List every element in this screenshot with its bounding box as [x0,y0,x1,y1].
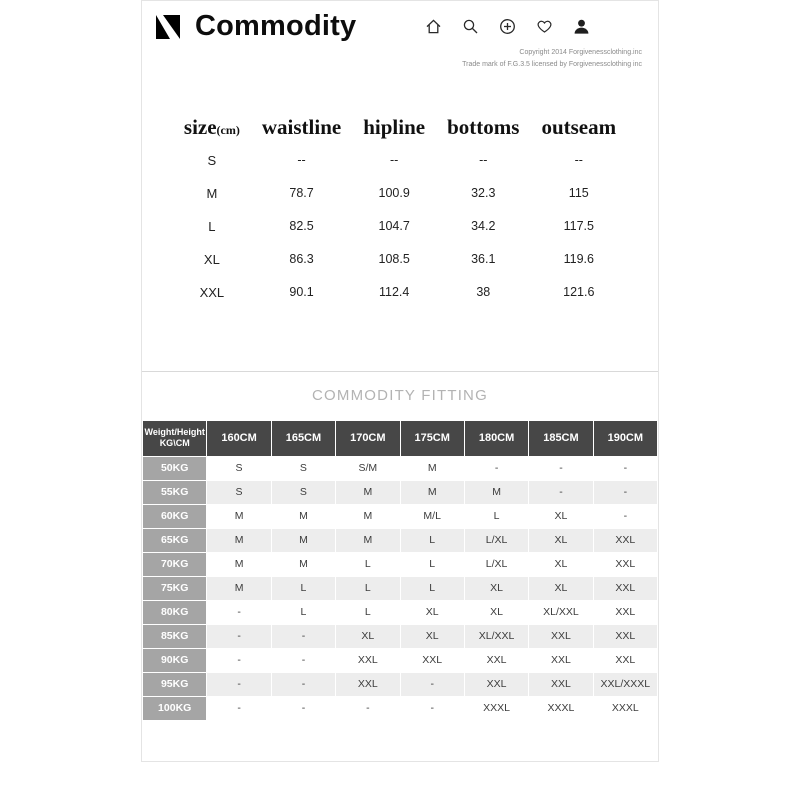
size-row-label: M [206,185,218,201]
size-cell: 104.7 [378,219,410,234]
fitting-cell: - [207,696,271,720]
fitting-cell: - [336,696,400,720]
size-cell: 119.6 [563,252,594,267]
fitting-cell: XXL [593,528,657,552]
fitting-row-label: 75KG [143,576,207,600]
fitting-cell: L/XL [464,528,528,552]
size-row-label: S [207,152,217,168]
fitting-row [143,480,658,504]
fitting-cell: XXL [464,672,528,696]
fitting-cell: S [271,480,335,504]
fitting-cell: - [271,696,335,720]
fitting-head-row [143,420,658,456]
fitting-cell: XXXL [529,696,593,720]
fitting-cell: - [207,648,271,672]
fitting-cell: - [529,456,593,480]
fitting-row [143,552,658,576]
fitting-cell: M [271,552,335,576]
fitting-row [143,696,658,720]
fitting-row-label: 85KG [143,624,207,648]
fitting-row [143,456,658,480]
size-cell: -- [479,153,488,168]
fitting-corner-line2: KG\CM [159,438,190,449]
size-row-label: XXL [199,284,225,300]
fitting-col-header: 165CM [271,420,335,456]
fitting-cell: M [400,456,464,480]
fitting-cell: - [271,624,335,648]
fitting-row [143,648,658,672]
fitting-cell: XL [529,552,593,576]
copyright-line2: Trade mark of F.G.3.5 licensed by Forgivenessclothing inc [462,60,642,68]
fitting-cell: XXL [593,552,657,576]
fitting-cell: M [464,480,528,504]
app-header [142,1,658,43]
fitting-cell: XL [464,576,528,600]
fitting-cell: - [207,672,271,696]
size-table [173,111,627,309]
size-row-label: L [208,218,216,234]
favorite-icon[interactable] [536,18,553,35]
fitting-row-label: 65KG [143,528,207,552]
brand-logo-icon [154,12,188,42]
size-cell: 121.6 [563,285,595,300]
fitting-col-header: 170CM [336,420,400,456]
fitting-cell: XXL [400,648,464,672]
fitting-cell: S [271,456,335,480]
fitting-cell: XXL [593,624,657,648]
fitting-corner-header [143,420,207,456]
fitting-body [143,456,658,720]
fitting-row [143,504,658,528]
fitting-row [143,528,658,552]
fitting-row [143,624,658,648]
fitting-cell: S [207,456,271,480]
fitting-cell: L [400,528,464,552]
fitting-cell: M [336,528,400,552]
copyright-line1: Copyright 2014 Forgivenessclothing.inc [519,49,642,56]
fitting-cell: XL [336,624,400,648]
copyright-block [142,47,658,71]
fitting-cell: - [400,672,464,696]
fitting-cell: L [271,600,335,624]
fitting-row [143,600,658,624]
size-cell: 90.1 [289,285,314,300]
fitting-col-header: 190CM [593,420,657,456]
fitting-cell: XL [400,600,464,624]
fitting-cell: L [400,576,464,600]
size-table-row [173,144,627,177]
fitting-row-label: 80KG [143,600,207,624]
fitting-cell: XXL [529,624,593,648]
size-cell: -- [389,153,399,168]
fitting-title: COMMODITY FITTING [312,386,488,404]
search-icon[interactable] [462,18,479,35]
fitting-cell: XXXL [593,696,657,720]
size-cell: 115 [568,186,589,201]
fitting-cell: L [400,552,464,576]
fitting-cell: L/XL [464,552,528,576]
fitting-cell: M [271,504,335,528]
size-cell: 82.5 [289,219,314,234]
size-table-row [173,210,627,243]
product-size-chart-card [141,0,659,762]
fitting-row-label: 60KG [143,504,207,528]
fitting-cell: M [207,528,271,552]
fitting-cell: XXL [593,600,657,624]
fitting-cell: M [336,504,400,528]
fitting-cell: M [207,576,271,600]
size-cell: 112.4 [378,285,410,300]
brand-title: Commodity [195,10,357,42]
nav-icons [425,18,590,35]
fitting-cell: XXXL [464,696,528,720]
fitting-cell: - [593,480,657,504]
fitting-cell: - [464,456,528,480]
fitting-cell: - [593,504,657,528]
fitting-row-label: 50KG [143,456,207,480]
fitting-cell: XXL [593,648,657,672]
fitting-cell: XXL [593,576,657,600]
fitting-cell: XXL [336,672,400,696]
fitting-cell: XL [464,600,528,624]
size-cell: 32.3 [471,186,496,201]
size-table-header-waistline: waistline [261,114,342,139]
fitting-cell: L [336,576,400,600]
add-icon[interactable] [499,18,516,35]
size-cell: 34.2 [471,219,496,234]
fitting-corner-line1: Weight/Height [144,426,205,437]
fitting-cell: XL [400,624,464,648]
size-table-row [173,276,627,309]
fitting-cell: M/L [400,504,464,528]
fitting-row-label: 90KG [143,648,207,672]
home-icon[interactable] [425,18,442,35]
fitting-cell: S [207,480,271,504]
fitting-cell: M [400,480,464,504]
size-unit-label: (cm) [216,122,240,137]
fitting-cell: XL [529,576,593,600]
size-cell: 108.5 [378,252,410,267]
size-row-label: XL [203,251,220,267]
size-cell: 86.3 [289,252,314,267]
size-cell: 117.5 [563,219,594,234]
fitting-cell: L [271,576,335,600]
fitting-row-label: 70KG [143,552,207,576]
size-cell: 78.7 [289,186,314,201]
size-table-header-row [173,111,627,144]
fitting-cell: XXL [336,648,400,672]
fitting-cell: M [271,528,335,552]
fitting-col-header: 175CM [400,420,464,456]
size-cell: 100.9 [378,186,410,201]
fitting-cell: S/M [336,456,400,480]
size-table-body [173,144,627,309]
fitting-cell: M [207,552,271,576]
size-table-header-outseam: outseam [541,114,617,139]
size-table-header-size: size(cm) [183,114,240,139]
fitting-row-label: 95KG [143,672,207,696]
size-cell: 38 [476,285,491,300]
fitting-col-header: 185CM [529,420,593,456]
size-table-row [173,177,627,210]
fitting-cell: - [529,480,593,504]
fitting-cell: XXL [529,672,593,696]
fitting-cell: - [271,648,335,672]
size-cell: 36.1 [471,252,496,267]
fitting-table [142,420,658,721]
fitting-cell: - [593,456,657,480]
fitting-cell: L [336,552,400,576]
size-cell: -- [574,153,583,168]
fitting-cell: XL/XXL [464,624,528,648]
fitting-col-header: 180CM [464,420,528,456]
size-table-header-bottoms: bottoms [447,114,520,139]
size-table-header-hipline: hipline [363,114,426,139]
fitting-row [143,576,658,600]
fitting-cell: - [207,600,271,624]
fitting-col-header: 160CM [207,420,271,456]
fitting-row-label: 55KG [143,480,207,504]
size-table-row [173,243,627,276]
fitting-row [143,672,658,696]
fitting-row-label: 100KG [143,696,207,720]
fitting-cell: - [271,672,335,696]
fitting-cell: XXL [464,648,528,672]
fitting-cell: XL/XXL [529,600,593,624]
fitting-cell: XL [529,504,593,528]
size-cell: -- [297,153,306,168]
fitting-cell: XXL/XXXL [593,672,657,696]
fitting-cell: - [400,696,464,720]
account-icon[interactable] [573,18,590,35]
fitting-cell: L [336,600,400,624]
fitting-cell: XL [529,528,593,552]
fitting-cell: M [207,504,271,528]
fitting-cell: XXL [529,648,593,672]
fitting-cell: L [464,504,528,528]
fitting-cell: M [336,480,400,504]
fitting-cell: - [207,624,271,648]
